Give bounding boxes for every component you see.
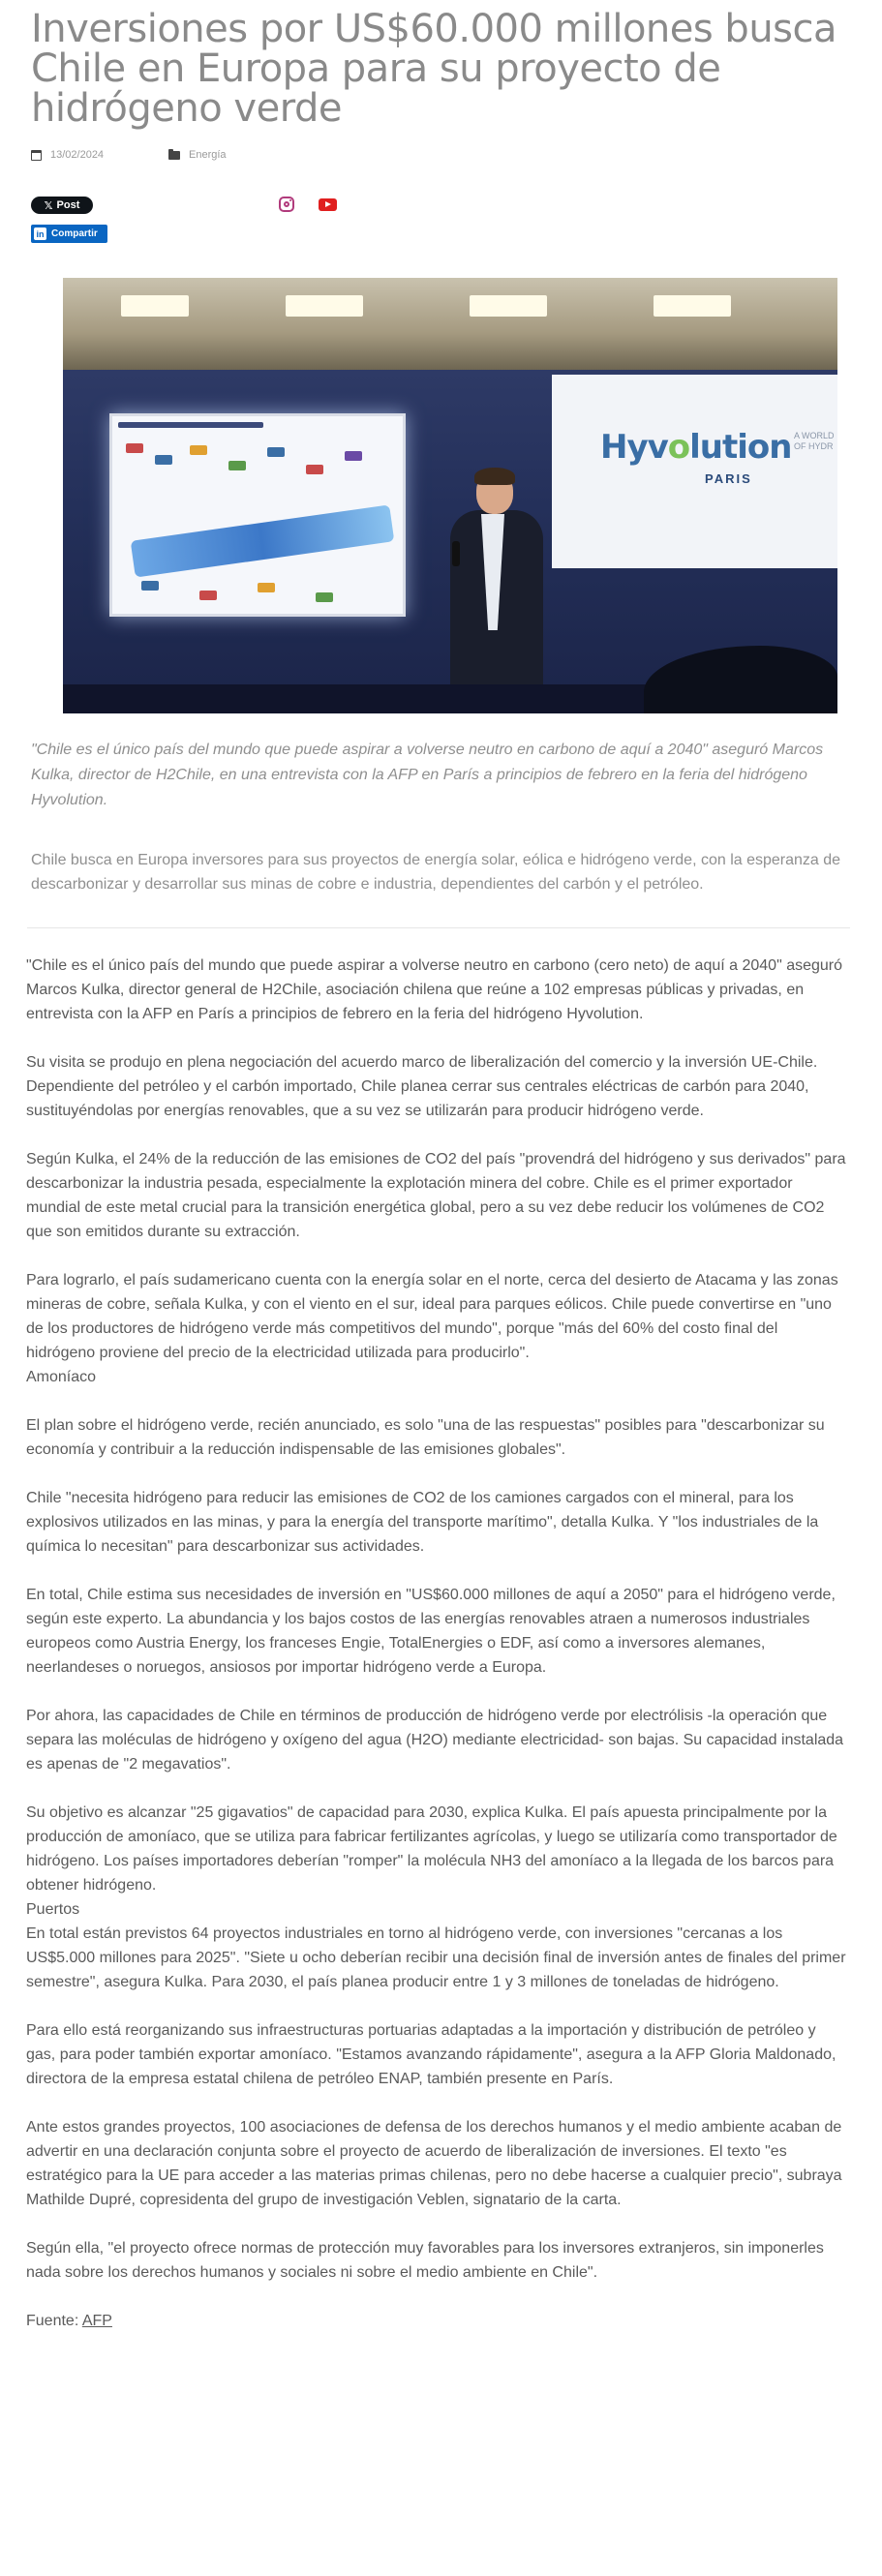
hyvolution-city: PARIS [705, 471, 752, 486]
article-date: 13/02/2024 [50, 149, 105, 161]
photo-ceiling [63, 278, 837, 370]
source-line [26, 2309, 849, 2333]
hyvolution-logo: Hyvolution [600, 428, 792, 467]
article-meta [31, 147, 418, 167]
article-body [26, 954, 849, 2357]
banner-side-text: A WORLD OF HYDR [794, 431, 835, 451]
body-paragraph: "Chile es el único país del mundo que puede aspirar a volverse neutro en carbono (cero neto) de aquí a 2040" aseguró Marcos Kulka, director general de H2Chile, asociación chilena que reúne a 102 empresas públicas y privadas, en entrevista con la AFP en París a principios de febrero en la feria del hidrógeno Hyvolution. [26, 957, 843, 1022]
linkedin-icon: in [34, 227, 46, 240]
x-logo-icon: 𝕏 [44, 198, 53, 212]
youtube-icon[interactable] [319, 198, 337, 211]
body-paragraph: Según ella, "el proyecto ofrece normas de protección muy favorables para los inversores extranjeros, sin imponerles nada sobre los derechos humanos y sociales ni sobre el medio ambiente en Chile". [26, 2240, 824, 2281]
body-paragraph: Según Kulka, el 24% de la reducción de las emisiones de CO2 del país "provendrá del hidrógeno y sus derivados" para descarbonizar la industria pesada, especialmente la explotación minera del cobre. Chile es el primer exportador mundial de este metal crucial para la transición energética global, pero a su vez debe reducir los volúmenes de CO2 que son emitidos durante su extracción. [26, 1151, 846, 1240]
linkedin-share-label: Compartir [51, 228, 98, 239]
body-paragraph: El plan sobre el hidrógeno verde, recién anunciado, es solo "una de las respuestas" posibles para "descarbonizar su economía y contribuir a la reducción indispensable de las emisiones globales". [26, 1417, 825, 1458]
article-lead: Chile busca en Europa inversores para sus proyectos de energía solar, eólica e hidrógeno verde, con la esperanza de descarbonizar y desarrollar sus minas de cobre e industria, dependientes del carbón y el petróleo. [31, 852, 841, 893]
chile-map-graphic [131, 504, 395, 577]
body-subheading: Puertos [26, 1901, 80, 1918]
x-post-label: Post [56, 199, 80, 211]
photo-caption: "Chile es el único país del mundo que puede aspirar a volverse neutro en carbono de aquí a 2040" aseguró Marcos Kulka, director de H2Chile, en una entrevista con la AFP en París a principios de febrero en la feria del hidrógeno Hyvolution. [31, 742, 824, 808]
body-paragraph: Ante estos grandes proyectos, 100 asociaciones de defensa de los derechos humanos y el medio ambiente acaban de advertir en una declaración conjunta sobre el proyecto de acuerdo de liberalización de inversiones. El texto "es estratégico para la UE para acceder a las materias primas chilenas, pero no debe hacerse a cualquier precio", subraya Mathilde Dupré, copresidenta del grupo de investigación Veblen, signatario de la carta. [26, 2119, 842, 2208]
article-photo [63, 278, 837, 713]
body-paragraph: Para lograrlo, el país sudamericano cuenta con la energía solar en el norte, cerca del desierto de Atacama y las zonas mineras de cobre, señala Kulka, y con el viento en el sur, ideal para parques eólicos. Chile puede convertirse en "uno de los productores de hidrógeno verde más competitivos del mundo", porque "más del 60% del costo final del hidrógeno proviene del precio de la electricidad utilizada para producirlo". [26, 1272, 838, 1361]
instagram-icon[interactable] [279, 197, 294, 212]
x-post-button[interactable] [31, 197, 93, 214]
body-paragraph: Su visita se produjo en plena negociación del acuerdo marco de liberalización del comercio y la inversión UE-Chile. Dependiente del petróleo y el carbón importado, Chile planea cerrar sus centrales eléctricas de carbón para 2040, sustituyéndolas por energías renovables, que a su vez se utilizarán para producir hidrógeno verde. [26, 1054, 818, 1119]
article-category[interactable]: Energía [189, 149, 227, 161]
body-paragraph: Para ello está reorganizando sus infraestructuras portuarias adaptadas a la importación y distribución de petróleo y gas, para poder también exportar amoníaco. "Estamos avanzando rápidamente", asegura a la AFP Gloria Maldonado, directora de la empresa estatal chilena de petróleo ENAP, también presente en París. [26, 2022, 836, 2087]
body-paragraph: En total están previstos 64 proyectos industriales en torno al hidrógeno verde, con inversiones "cercanas a los US$5.000 millones para 2025". "Siete u ocho deberían recibir una decisión final de inversión antes de finales del primer semestre", asegura Kulka. Para 2030, el país planea producir entre 1 y 3 millones de toneladas de hidrógeno. [26, 1925, 846, 1990]
source-link[interactable]: AFP [81, 2313, 112, 2329]
source-label: Fuente: [26, 2313, 79, 2329]
microphone [452, 541, 460, 566]
presentation-screen [109, 413, 406, 617]
body-paragraph: Por ahora, las capacidades de Chile en términos de producción de hidrógeno verde por electrólisis -la operación que separa las moléculas de hidrógeno y oxígeno del agua (H2O) mediante electricidad- son bajas. Su capacidad instalada es apenas de "2 megavatios". [26, 1708, 844, 1773]
body-paragraph: En total, Chile estima sus necesidades de inversión en "US$60.000 millones de aquí a 2050" para el hidrógeno verde, según este experto. La abundancia y los bajos costos de las energías renovables atraen a numerosos industriales europeos como Austria Energy, los franceses Engie, TotalEnergies o EDF, así como a inversores alemanes, neerlandeses o noruegos, ansiosos por importar hidrógeno verde a Europa. [26, 1587, 836, 1676]
linkedin-share-button[interactable] [31, 225, 107, 243]
body-subheading: Amoníaco [26, 1369, 97, 1385]
hyvolution-banner [552, 375, 837, 568]
article-title: Inversiones por US$60.000 millones busca Chile en Europa para su proyecto de hidrógeno verde [31, 7, 837, 131]
body-paragraph: Su objetivo es alcanzar "25 gigavatios" de capacidad para 2030, explica Kulka. El país apuesta principalmente por la producción de amoníaco, que se utiliza para fabricar fertilizantes agrícolas, y luego se utilizaría como transportador de hidrógeno. Los países importadores deberían "romper" la molécula NH3 del amoníaco a la llegada de los barcos para obtener hidrógeno. [26, 1804, 837, 1894]
lead-divider [27, 927, 850, 928]
calendar-icon [31, 150, 42, 161]
category-meta[interactable] [168, 149, 227, 161]
body-paragraph: Chile "necesita hidrógeno para reducir las emisiones de CO2 de los camiones cargados con el mineral, para los explosivos utilizados en las minas, y para la energía del transporte marítimo", detalla Kulka. Y "los industriales de la química lo necesitan" para descarbonizar sus actividades. [26, 1490, 819, 1555]
date-meta [31, 149, 104, 161]
folder-icon [168, 151, 180, 160]
